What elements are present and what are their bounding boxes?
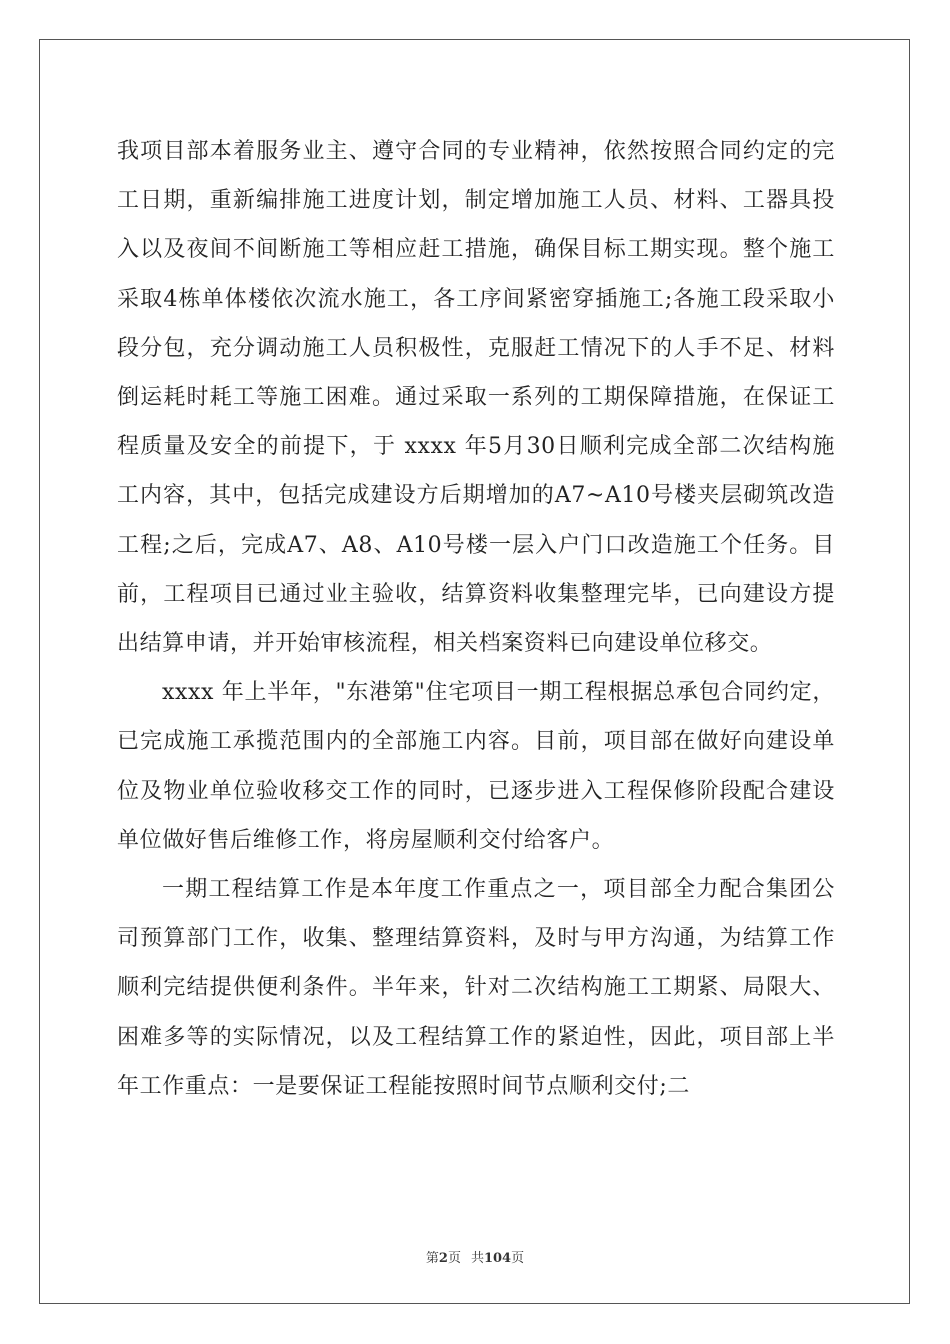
paragraph-3: 一期工程结算工作是本年度工作重点之一，项目部全力配合集团公司预算部门工作，收集、整理结算资料，及时与甲方沟通，为结算工作顺利完结提供便利条件。半年来，针对二次结构施工工期紧、局限大、困难多等的实际情况，以及工程结算工作的紧迫性，因此，项目部上半年工作重点：一是要保证工程能按照时间节点顺利交付;二 bbox=[117, 877, 835, 1099]
page-suffix: 页 bbox=[447, 1251, 461, 1266]
page-footer bbox=[0, 1247, 950, 1266]
paragraph-1: 我项目部本着服务业主、遵守合同的专业精神，依然按照合同约定的完工日期，重新编排施工进度计划，制定增加施工人员、材料、工器具投入以及夜间不间断施工等相应赶工措施，确保目标工期实现。整个施工采取4栋单体楼依次流水施工，各工序间紧密穿插施工;各施工段采取小段分包，充分调动施工人员积极性，克服赶工情况下的人手不足、材料倒运耗时耗工等施工困难。通过采取一系列的工期保障措施，在保证工程质量及安全的前提下，于 xxxx 年5月30日顺利完成全部二次结构施工内容，其中，包括完成建设方后期增加的A7~A10号楼夹层砌筑改造工程;之后，完成A7、A8、A10号楼一层入户门口改造施工个任务。目前，工程项目已通过业主验收，结算资料收集整理完毕，已向建设方提出结算申请，并开始审核流程，相关档案资料已向建设单位移交。 bbox=[117, 139, 835, 657]
page-prefix: 第 bbox=[425, 1251, 439, 1266]
total-suffix: 页 bbox=[511, 1251, 525, 1266]
total-prefix: 共 bbox=[470, 1251, 484, 1266]
page-number: 2 bbox=[438, 1251, 448, 1266]
total-pages: 104 bbox=[483, 1251, 512, 1266]
paragraph-2: xxxx 年上半年，"东港第"住宅项目一期工程根据总承包合同约定，已完成施工承揽范围内的全部施工内容。目前，项目部在做好向建设单位及物业单位验收移交工作的同时，已逐步进入工程保修阶段配合建设单位做好售后维修工作，将房屋顺利交付给客户。 bbox=[117, 680, 835, 853]
document-body bbox=[117, 127, 835, 1111]
